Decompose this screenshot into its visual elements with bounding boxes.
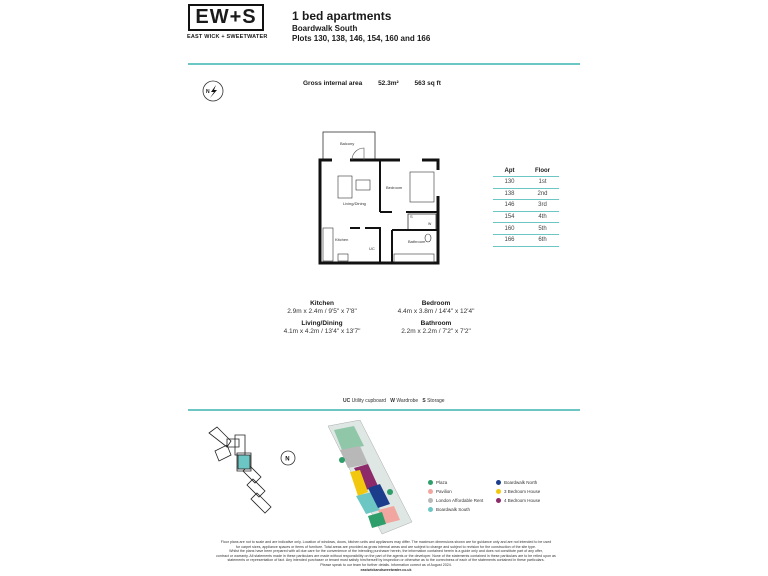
legend-dot <box>428 489 433 494</box>
legend-label: 3 Bedroom House <box>504 489 541 494</box>
legend-label: Boardwalk South <box>436 507 471 512</box>
table-row <box>493 234 559 246</box>
floor-table <box>493 166 559 247</box>
kitchen-units <box>338 254 348 261</box>
disclaimer-line: for carpet sizes, appliance spaces or items of furniture. Total areas are provided as gross internal areas and are subject to change and subject to revision for the construction of the site type. <box>236 544 536 549</box>
room-bathroom <box>371 320 501 335</box>
label-kitchen: Kitchen <box>335 237 349 242</box>
window <box>400 158 422 162</box>
header-divider <box>188 63 580 65</box>
north-label: N <box>285 456 290 463</box>
building-key-plan <box>205 425 280 525</box>
legend-label: Pavilion <box>436 489 452 494</box>
apt-cell: 154 <box>493 211 526 223</box>
room-kitchen <box>257 300 387 315</box>
disclaimer-line: Please speak to our team for further details. Information correct as of August 2024. <box>320 562 452 567</box>
legend-label: Plaza <box>436 480 448 485</box>
legend-dot <box>496 489 501 494</box>
legend-boardwalk-south <box>428 507 470 512</box>
logo-text: EW+S <box>195 6 257 28</box>
key-text: Utility cupboard <box>351 398 387 404</box>
floor-cell: 6th <box>526 234 559 246</box>
legend-pavilion <box>428 489 452 494</box>
compass-icon <box>202 80 224 102</box>
table-row <box>493 223 559 235</box>
room-dims: 4.4m x 3.8m / 14'4" x 12'4" <box>397 308 475 315</box>
apt-cell: 160 <box>493 223 526 235</box>
floor-cell: 2nd <box>526 188 559 200</box>
table-row <box>493 188 559 200</box>
bed <box>410 172 434 202</box>
label-bedroom: Bedroom <box>386 185 403 190</box>
abbreviation-key <box>343 398 445 404</box>
table-header: Apt <box>493 166 526 177</box>
balcony-outline <box>323 132 375 160</box>
plots-list: Plots 130, 138, 146, 154, 160 and 166 <box>292 34 431 43</box>
disclaimer-line: contract or warranty. All statements made in these particulars are made without responsibility on the part of the agents or the developer. None of the statements contained in these particulars are to be relied upon as <box>216 553 556 558</box>
apt-cell: 146 <box>493 200 526 212</box>
highlight-block <box>238 455 250 469</box>
key-text: Storage <box>427 398 445 404</box>
north-icon <box>280 450 296 466</box>
sofa <box>338 176 352 198</box>
kitchen-units <box>323 228 333 261</box>
apt-cell: 166 <box>493 234 526 246</box>
gross-area-label: Gross internal area <box>303 80 363 87</box>
gross-area <box>303 80 455 87</box>
floor-cell: 3rd <box>526 200 559 212</box>
disclaimer-line: statements or representation of fact. Any intended purchaser or tenant must satisfy him/herself by inspection or otherwise as to the correctness of each of the statements contained in these particulars. <box>227 558 545 563</box>
room-dims: 4.1m x 4.2m / 13'4" x 13'7" <box>283 328 361 335</box>
table-row <box>493 211 559 223</box>
key-abbr: W <box>390 398 395 404</box>
disclaimer <box>196 540 576 572</box>
legend-dot <box>496 498 501 503</box>
label-bathroom: Bathroom <box>408 239 426 244</box>
disclaimer-line: Whilst the plans have been prepared with all due care for the convenience of the intending purchaser herein, the information contained herein is a guide only and does not constitute part of any offer, <box>229 549 543 554</box>
window <box>436 170 440 196</box>
table-header: Floor <box>526 166 559 177</box>
legend-3-bed-house <box>496 489 540 494</box>
table-row <box>493 177 559 189</box>
legend-label: Boardwalk North <box>504 480 538 485</box>
gross-area-sqm: 52.3m² <box>378 80 399 87</box>
site-plan <box>320 420 415 535</box>
room-name: Living/Dining <box>301 320 343 327</box>
table-row <box>493 200 559 212</box>
label-wardrobe: W <box>428 222 432 226</box>
building-name: Boardwalk South <box>292 24 358 33</box>
window <box>332 158 350 162</box>
legend-plaza <box>428 480 447 485</box>
svg-text:N: N <box>206 89 210 95</box>
dining-table <box>356 180 370 190</box>
room-name: Bedroom <box>421 300 451 307</box>
legend-dot <box>496 480 501 485</box>
key-abbr: UC <box>343 398 351 404</box>
room-dims: 2.2m x 2.2m / 7'2" x 7'2" <box>401 328 471 335</box>
page-title: 1 bed apartments <box>292 9 392 23</box>
legend-affordable <box>428 498 483 503</box>
toilet <box>425 234 431 242</box>
logo <box>188 4 264 31</box>
label-storage: S <box>410 214 413 219</box>
logo-subtitle: EAST WICK + SWEETWATER <box>187 34 268 40</box>
disclaimer-line: Floor plans are not to scale and are indicative only. Location of windows, doors, kitchen units and appliances may differ. The maximum dimensions shown are for guidance only and are not intended to be used <box>220 540 552 544</box>
label-living: Living/Dining <box>343 201 366 206</box>
website-link[interactable]: eastwickandsweetwater.co.uk <box>360 567 412 572</box>
apt-cell: 138 <box>493 188 526 200</box>
legend-boardwalk-north <box>496 480 537 485</box>
floor-cell: 4th <box>526 211 559 223</box>
gross-area-sqft: 563 sq ft <box>414 80 441 87</box>
floor-cell: 5th <box>526 223 559 235</box>
key-text: Wardrobe <box>396 398 419 404</box>
floor-plan <box>310 128 450 268</box>
room-bedroom <box>371 300 501 315</box>
section-divider <box>188 409 580 411</box>
door-swing <box>352 148 364 160</box>
room-dims: 2.9m x 2.4m / 9'5" x 7'8" <box>287 308 357 315</box>
label-uc: UC <box>369 246 375 251</box>
apt-cell: 130 <box>493 177 526 189</box>
label-balcony: Balcony <box>340 141 355 146</box>
legend-dot <box>428 507 433 512</box>
legend-dot <box>428 480 433 485</box>
room-name: Bathroom <box>420 320 452 327</box>
room-name: Kitchen <box>310 300 334 307</box>
room-living <box>257 320 387 335</box>
legend-dot <box>428 498 433 503</box>
table-header-row <box>493 166 559 177</box>
floor-cell: 1st <box>526 177 559 189</box>
key-abbr: S <box>422 398 426 404</box>
legend-4-bed-house <box>496 498 540 503</box>
legend-label: London Affordable Rent <box>436 498 484 503</box>
legend-label: 4 Bedroom House <box>504 498 541 503</box>
bath <box>394 254 434 262</box>
